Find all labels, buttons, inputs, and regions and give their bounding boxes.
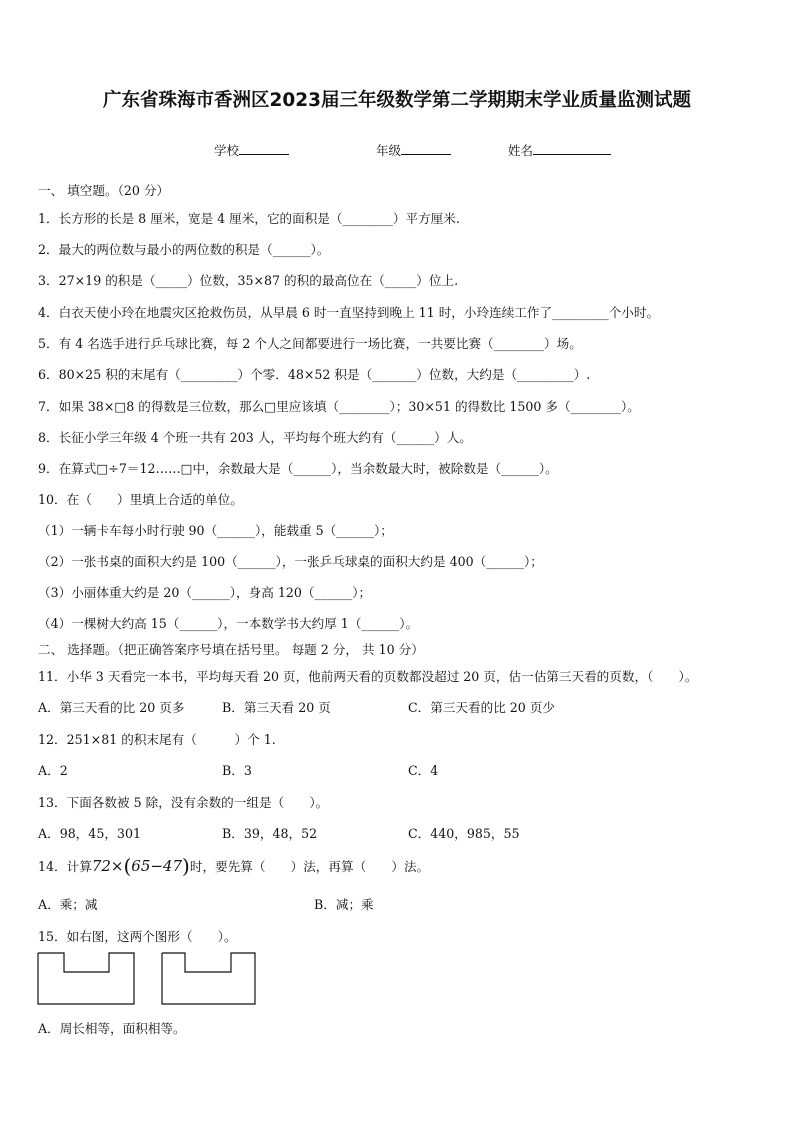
section2-heading: 二、 选择题。（把正确答案序号填在括号里。 每题 2 分， 共 10 分） xyxy=(38,642,424,657)
q11-option-a[interactable]: A．第三天看的比 20 页多 xyxy=(38,700,185,715)
question-10-part-3: （3）小丽体重大约是 20（______），身高 120（______）； xyxy=(38,585,372,600)
question-10: 10．在（ ）里填上合适的单位。 xyxy=(38,492,243,507)
question-11: 11．小华 3 天看完一本书，平均每天看 20 页，他前两天看的页数都没超过 20 页，估一估第三天看的页数，（ ）。 xyxy=(38,669,698,684)
q12-option-b[interactable]: B．3 xyxy=(222,763,252,778)
grade-field xyxy=(376,141,451,159)
question-5: 5．有 4 名选手进行乒乓球比赛，每 2 个人之间都要进行一场比赛，一共要比赛（________）场。 xyxy=(38,336,582,351)
question-4: 4．白衣天使小玲在地震灾区抢救伤员，从早晨 6 时一直坚持到晚上 11 时，小玲连续工作了_________个小时。 xyxy=(38,305,660,320)
school-blank[interactable] xyxy=(239,142,289,155)
q15-figure-left xyxy=(38,953,134,1004)
q14-paren-close: ) xyxy=(182,854,190,878)
q11-option-c[interactable]: C．第三天看的比 20 页少 xyxy=(408,700,556,715)
grade-label: 年级 xyxy=(376,143,402,158)
q14-paren-open: ( xyxy=(123,854,132,878)
question-1: 1．长方形的长是 8 厘米，宽是 4 厘米，它的面积是（________）平方厘米. xyxy=(38,211,460,226)
question-10-part-4: （4）一棵树大约高 15（______），一本数学书大约厚 1（______）。 xyxy=(38,616,419,631)
question-2: 2．最大的两位数与最小的两位数的积是（______）。 xyxy=(38,242,330,257)
section1-heading: 一、 填空题。（20 分） xyxy=(38,183,170,198)
school-field xyxy=(214,141,289,159)
question-8: 8．长征小学三年级 4 个班一共有 203 人，平均每个班大约有（______）人。 xyxy=(38,430,472,445)
q15-figure-right xyxy=(162,953,255,1004)
question-12: 12．251×81 的积末尾有（ ）个 1. xyxy=(38,732,276,747)
q13-option-b[interactable]: B．39，48，52 xyxy=(222,826,318,841)
q14-expression-b: 65−47 xyxy=(131,857,183,875)
q11-option-b[interactable]: B．第三天看 20 页 xyxy=(222,700,331,715)
q13-option-a[interactable]: A．98，45，301 xyxy=(38,826,141,841)
q15-option-a[interactable]: A．周长相等，面积相等。 xyxy=(38,1021,186,1036)
name-label: 姓名 xyxy=(508,143,534,158)
name-blank[interactable] xyxy=(533,142,611,155)
q13-option-c[interactable]: C．440，985，55 xyxy=(408,826,520,841)
q14-stem-suffix: 时，要先算（ ）法，再算（ ）法。 xyxy=(189,859,430,874)
grade-blank[interactable] xyxy=(401,142,451,155)
q14-expression-a: 72× xyxy=(91,857,124,875)
q14-expression xyxy=(91,854,190,878)
q12-option-c[interactable]: C．4 xyxy=(408,763,439,778)
question-7: 7．如果 38×□8 的得数是三位数，那么□里应该填（________）；30×51 的得数比 1500 多（________）。 xyxy=(38,399,640,414)
question-13: 13．下面各数被 5 除，没有余数的一组是（ ）。 xyxy=(38,795,329,810)
q14-option-b[interactable]: B．减；乘 xyxy=(314,897,374,912)
question-3: 3．27×19 的积是（_____）位数，35×87 的积的最高位在（_____）位上. xyxy=(38,273,459,288)
school-label: 学校 xyxy=(214,143,240,158)
q14-stem-prefix: 14．计算 xyxy=(38,859,92,874)
question-14 xyxy=(38,854,429,878)
q12-option-a[interactable]: A．2 xyxy=(38,763,68,778)
question-10-part-2: （2）一张书桌的面积大约是 100（______），一张乒乓球桌的面积大约是 400（______）； xyxy=(38,554,543,569)
q14-option-a[interactable]: A．乘；减 xyxy=(38,897,98,912)
question-9: 9．在算式□÷7＝12……□中，余数最大是（______），当余数最大时，被除数是（______）。 xyxy=(38,461,558,476)
q15-figures xyxy=(36,948,266,1008)
question-15: 15．如右图，这两个图形（ ）。 xyxy=(38,929,237,944)
page-title: 广东省珠海市香洲区2023届三年级数学第二学期期末学业质量监测试题 xyxy=(103,90,691,111)
name-field xyxy=(508,141,611,159)
question-6: 6．80×25 积的末尾有（_________）个零．48×52 积是（_______）位数，大约是（_________）. xyxy=(38,367,591,382)
question-10-part-1: （1）一辆卡车每小时行驶 90（______），能载重 5（______）； xyxy=(38,523,393,538)
